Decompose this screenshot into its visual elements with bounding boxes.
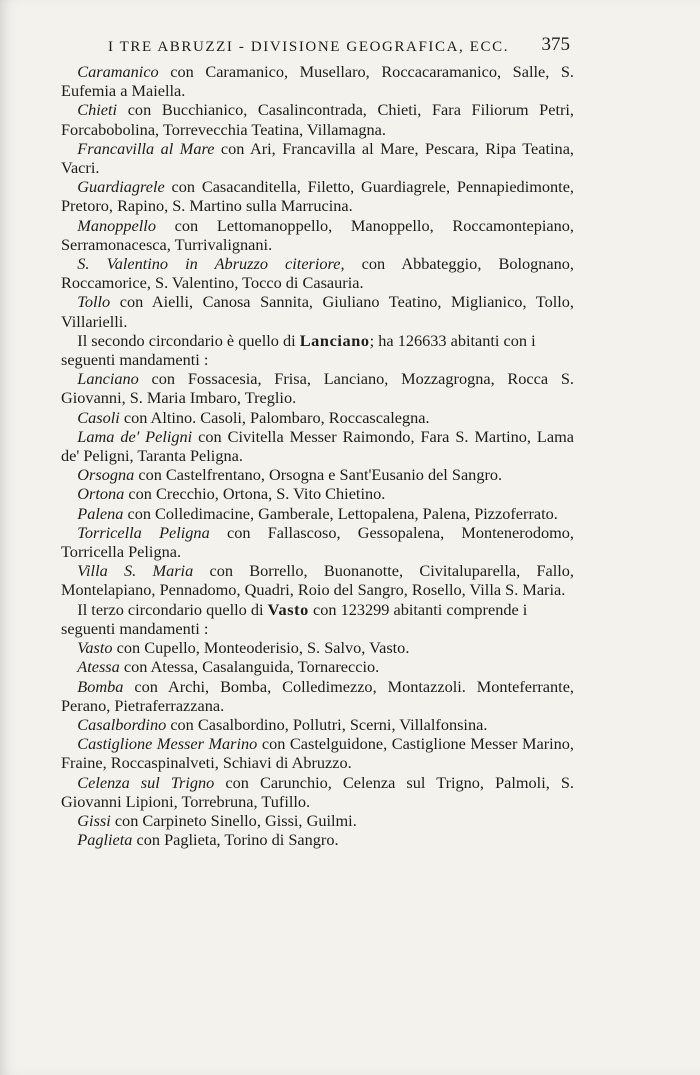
mandamento-name: Guardiagrele [77, 177, 165, 197]
mandamento-entry [61, 254, 574, 292]
mandamento-entry [61, 715, 574, 734]
mandamento-entry [61, 292, 574, 330]
paragraph-text: con 123299 abitanti comprende i seguenti mandamenti : [61, 599, 528, 638]
comuni-list: con Casacanditella, Filetto, Guardiagrele, Pennapiedimonte, Pretoro, Rapino, S. Martino sulla Marrucina. [61, 177, 574, 216]
paragraph-text: Il secondo circondario è quello di [77, 330, 300, 350]
mandamento-entry [61, 139, 574, 177]
comuni-list: con Caramanico, Musellaro, Roccacaramanico, Salle, S. Eufemia a Maiella. [61, 62, 574, 101]
mandamento-name: Caramanico [77, 62, 159, 81]
mandamento-name: Casalbordino [77, 714, 167, 734]
mandamento-name: S. Valentino in Abruzzo citeriore, [77, 254, 345, 274]
mandamento-entry [61, 523, 574, 561]
mandamento-entry [61, 773, 574, 811]
mandamento-entry [61, 408, 574, 427]
comuni-list: con Abbateggio, Bolognano, Roccamorice, S. Valentino, Tocco di Casauria. [61, 254, 575, 293]
mandamento-name: Orsogna [77, 465, 135, 485]
mandamento-name: Tollo [77, 292, 111, 312]
mandamento-name: Castiglione Messer Marino [77, 734, 258, 754]
comuni-list: con Borrello, Buonanotte, Civitaluparella, Fallo, Montelapiano, Pennadomo, Quadri, Roio del Sangro, Rosello, Villa S. Maria. [61, 561, 574, 600]
comuni-list: con Aielli, Canosa Sannita, Giuliano Teatino, Miglianico, Tollo, Villarielli. [61, 292, 574, 331]
mandamento-name: Ortona [77, 484, 125, 504]
mandamento-name: Celenza sul Trigno [77, 772, 215, 792]
mandamento-name: Casoli [77, 407, 120, 427]
comuni-list: con Crecchio, Ortona, S. Vito Chietino. [124, 484, 386, 504]
circondario-name: Lanciano [299, 330, 370, 350]
mandamento-entry [61, 677, 574, 715]
mandamento-name: Paglieta [77, 830, 133, 850]
comuni-list: con Castelguidone, Castiglione Messer Marino, Fraine, Roccaspinalveti, Schiavi di Abruzzo. [61, 734, 574, 773]
mandamento-entry [61, 830, 574, 849]
mandamento-name: Chieti [77, 100, 118, 120]
paragraph-text: ; ha 126633 abitanti con i seguenti mandamenti : [61, 330, 536, 370]
mandamento-name: Lanciano [77, 369, 139, 389]
mandamento-entry [61, 62, 574, 100]
body-text [61, 62, 574, 849]
mandamento-entry [61, 657, 574, 676]
comuni-list: con Altino. Casoli, Palombaro, Roccascalegna. [119, 407, 430, 427]
comuni-list: con Paglieta, Torino di Sangro. [132, 830, 339, 850]
mandamento-name: Atessa [77, 657, 120, 677]
mandamento-entry [61, 465, 574, 484]
mandamento-name: Lama de' Peligni [77, 426, 193, 446]
mandamenti-list-chieti [61, 62, 574, 331]
mandamento-entry [61, 216, 574, 254]
paragraph-lanciano [61, 331, 574, 369]
paragraph-text: Il terzo circondario quello di [77, 599, 268, 619]
mandamento-entry [61, 504, 574, 523]
comuni-list: con Lettomanoppello, Manoppello, Roccamontepiano, Serramonacesca, Turrivalignani. [61, 215, 574, 254]
mandamenti-list-vasto [61, 638, 574, 849]
mandamento-entry [61, 484, 574, 503]
page-number: 375 [541, 34, 570, 55]
mandamento-entry [61, 369, 574, 407]
mandamenti-list-lanciano [61, 369, 574, 599]
running-title: I TRE ABRUZZI - DIVISIONE GEOGRAFICA, ECC. [108, 39, 510, 55]
mandamento-name: Bomba [77, 676, 124, 696]
comuni-list: con Fossacesia, Frisa, Lanciano, Mozzagrogna, Rocca S. Giovanni, S. Maria Imbaro, Treglio. [61, 369, 574, 408]
comuni-list: con Castelfrentano, Orsogna e Sant'Eusanio del Sangro. [134, 465, 503, 485]
mandamento-entry [61, 177, 574, 215]
comuni-list: con Archi, Bomba, Colledimezzo, Montazzoli. Monteferrante, Perano, Pietraferrazzana. [61, 676, 574, 715]
mandamento-entry [61, 561, 574, 599]
comuni-list: con Bucchianico, Casalincontrada, Chieti, Fara Filiorum Petri, Forcabobolina, Torrevecchia Teatina, Villamagna. [61, 100, 574, 139]
mandamento-name: Francavilla al Mare [77, 138, 215, 158]
mandamento-entry [61, 811, 574, 830]
circondario-name: Vasto [267, 599, 309, 619]
mandamento-name: Palena [77, 503, 124, 523]
comuni-list: con Carpineto Sinello, Gissi, Guilmi. [110, 810, 357, 830]
paragraph-vasto [61, 600, 574, 638]
mandamento-name: Torricella Peligna [77, 522, 210, 542]
comuni-list: con Cupello, Monteoderisio, S. Salvo, Vasto. [112, 638, 410, 658]
mandamento-name: Manoppello [77, 215, 156, 235]
mandamento-name: Vasto [77, 638, 113, 658]
comuni-list: con Carunchio, Celenza sul Trigno, Palmoli, S. Giovanni Lipioni, Torrebruna, Tufillo. [61, 772, 574, 811]
mandamento-name: Gissi [77, 810, 111, 830]
comuni-list: con Fallascoso, Gessopalena, Montenerodomo, Torricella Peligna. [61, 522, 574, 562]
mandamento-entry [61, 427, 574, 465]
comuni-list: con Ari, Francavilla al Mare, Pescara, Ripa Teatina, Vacri. [61, 138, 574, 178]
mandamento-entry [61, 638, 574, 657]
comuni-list: con Civitella Messer Raimondo, Fara S. Martino, Lama de' Peligni, Taranta Peligna. [61, 426, 574, 466]
comuni-list: con Casalbordino, Pollutri, Scerni, Villalfonsina. [166, 714, 488, 734]
mandamento-entry [61, 734, 574, 772]
mandamento-name: Villa S. Maria [77, 561, 194, 581]
comuni-list: con Colledimacine, Gamberale, Lettopalena, Palena, Pizzoferrato. [123, 503, 558, 523]
mandamento-entry [61, 100, 574, 138]
running-header [108, 34, 570, 60]
comuni-list: con Atessa, Casalanguida, Tornareccio. [119, 657, 380, 677]
